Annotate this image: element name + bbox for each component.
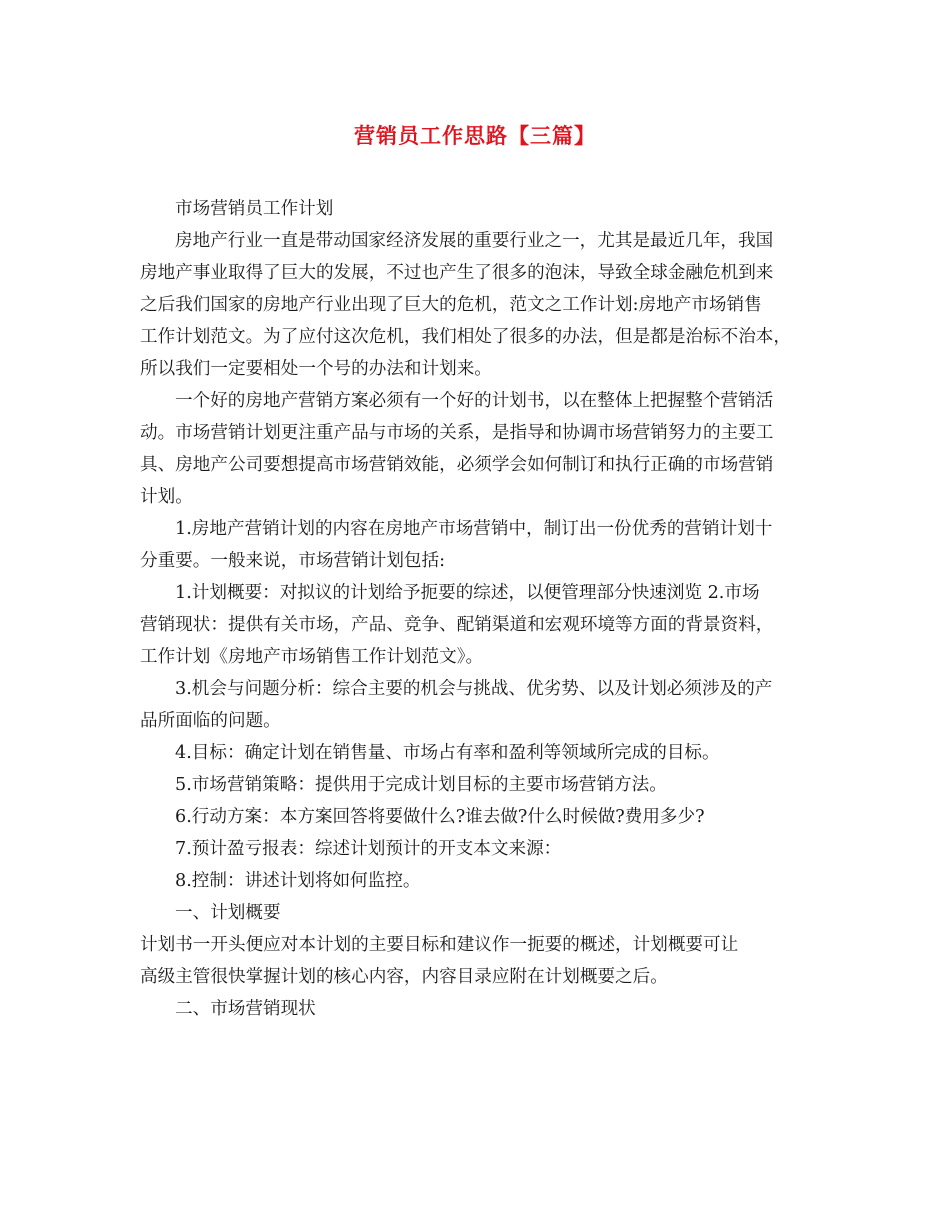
document-body [140,193,815,1025]
body-line: 6.行动方案：本方案回答将要做什么?谁去做?什么时候做?费用多少? [175,807,705,827]
body-line: 1.计划概要：对拟议的计划给予扼要的综述，以便管理部分快速浏览 2.市场 [175,583,760,603]
body-line: 动。市场营销计划更注重产品与市场的关系，是指导和协调市场营销努力的主要工 [140,423,774,443]
body-line: 高级主管很快掌握计划的核心内容，内容目录应附在计划概要之后。 [140,967,668,987]
body-line: 房地产行业一直是带动国家经济发展的重要行业之一，尤其是最近几年，我国 [175,231,774,251]
body-line: 工作计划范文。为了应付这次危机，我们相处了很多的办法，但是都是治标不治本， [140,327,791,347]
body-line: 具、房地产公司要想提高市场营销效能，必须学会如何制订和执行正确的市场营销 [140,455,774,475]
body-line: 8.控制：讲述计划将如何监控。 [175,871,421,891]
body-line: 分重要。一般来说，市场营销计划包括: [140,551,446,571]
body-line: 一、计划概要 [175,903,281,923]
body-line: 5.市场营销策略：提供用于完成计划目标的主要市场营销方法。 [175,775,667,795]
body-line: 工作计划《房地产市场销售工作计划范文》。 [140,647,484,667]
body-line: 所以我们一定要相处一个号的办法和计划来。 [140,359,492,379]
body-line: 之后我们国家的房地产行业出现了巨大的危机，范文之工作计划:房地产市场销售 [140,295,762,315]
body-line: 一个好的房地产营销方案必须有一个好的计划书，以在整体上把握整个营销活 [175,391,774,411]
body-line: 二、市场营销现状 [175,999,316,1019]
body-line: 3.机会与问题分析：综合主要的机会与挑战、优劣势、以及计划必须涉及的产 [175,679,773,699]
body-line: 1.房地产营销计划的内容在房地产市场营销中，制订出一份优秀的营销计划十 [175,519,773,539]
body-line: 计划。 [140,487,193,507]
body-line: 品所面临的问题。 [140,711,281,731]
document-title: 营销员工作思路【三篇】 [354,124,596,148]
body-line: 4.目标：确定计划在销售量、市场占有率和盈利等领域所完成的目标。 [175,743,720,763]
body-line: 7.预计盈亏报表：综述计划预计的开支本文来源： [175,839,562,859]
body-line: 营销现状：提供有关市场，产品、竞争、配销渠道和宏观环境等方面的背景资料， [140,615,774,635]
body-line: 房地产事业取得了巨大的发展，不过也产生了很多的泡沫，导致全球金融危机到来 [140,263,774,283]
body-line: 市场营销员工作计划 [175,199,334,219]
body-line: 计划书一开头便应对本计划的主要目标和建议作一扼要的概述，计划概要可让 [140,935,739,955]
